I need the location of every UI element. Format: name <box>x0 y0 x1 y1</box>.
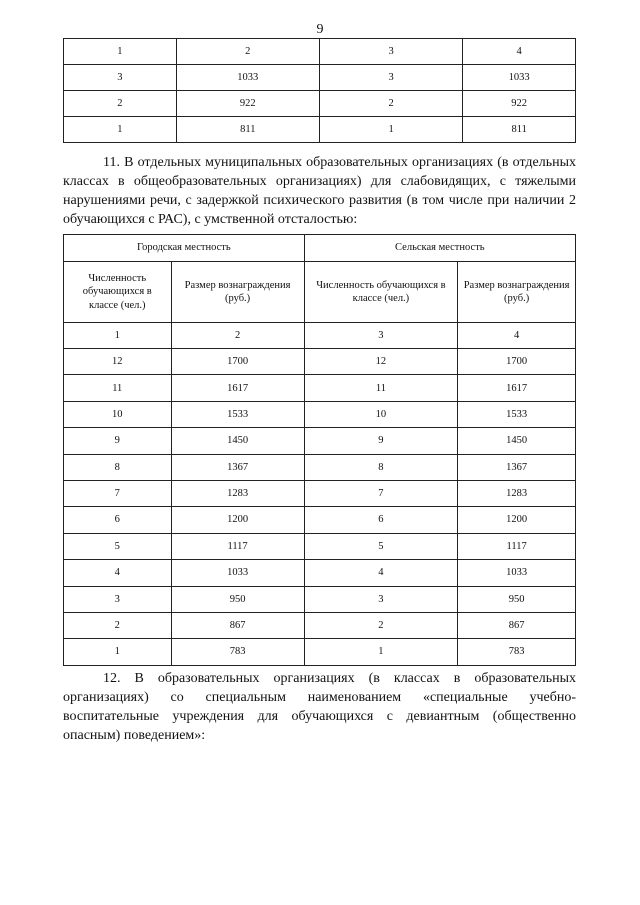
table-cell: 12 <box>304 349 458 375</box>
table-row <box>64 91 576 117</box>
table-cell: 3 <box>319 39 462 65</box>
table-cell: 4 <box>304 560 458 586</box>
table-cell: 3 <box>319 65 462 91</box>
main-table-body <box>64 349 576 666</box>
table-cell: 1367 <box>458 454 576 480</box>
table-cell: 1200 <box>458 507 576 533</box>
table-cell: 1033 <box>463 65 576 91</box>
paragraph-11-text: 11. В отдельных муниципальных образовательных организациях (в отдельных классах в общеобразовательных организациях) для слабовидящих, с тяжелыми нарушениями речи, с задержкой психического развития (в том числе при наличии 2 обучающихся с РАС), с умственной отсталостью: <box>63 155 576 227</box>
column-number: 2 <box>171 323 304 349</box>
table-cell: 1 <box>64 39 177 65</box>
page-number: 9 <box>316 22 324 37</box>
table-cell: 5 <box>64 533 172 559</box>
paragraph-12 <box>63 669 576 745</box>
table-cell: 2 <box>176 39 319 65</box>
table-cell: 12 <box>64 349 172 375</box>
table-cell: 1 <box>64 117 177 143</box>
table-cell: 811 <box>176 117 319 143</box>
table-cell: 867 <box>458 612 576 638</box>
header-rural-reward: Размер вознаграждения (руб.) <box>458 262 576 323</box>
top-reward-table <box>63 38 576 143</box>
table-cell: 1283 <box>171 480 304 506</box>
urban-zone-header: Городская местность <box>64 235 305 262</box>
table-cell: 2 <box>64 612 172 638</box>
table-cell: 950 <box>458 586 576 612</box>
table-row <box>64 39 576 65</box>
table-row <box>64 639 576 665</box>
table-cell: 10 <box>64 401 172 427</box>
table-row <box>64 65 576 91</box>
table-cell: 811 <box>463 117 576 143</box>
table-cell: 1 <box>64 639 172 665</box>
table-row <box>64 586 576 612</box>
table-cell: 7 <box>64 480 172 506</box>
table-cell: 9 <box>304 428 458 454</box>
table-cell: 3 <box>64 586 172 612</box>
table-cell: 1700 <box>171 349 304 375</box>
table-cell: 2 <box>64 91 177 117</box>
table-row <box>64 428 576 454</box>
table-cell: 1533 <box>458 401 576 427</box>
table-cell: 1617 <box>458 375 576 401</box>
table-cell: 6 <box>304 507 458 533</box>
header-urban-reward: Размер вознаграждения (руб.) <box>171 262 304 323</box>
column-number-row <box>64 323 576 349</box>
table-cell: 2 <box>319 91 462 117</box>
table-cell: 783 <box>171 639 304 665</box>
table-row <box>64 507 576 533</box>
column-header-row <box>64 262 576 323</box>
paragraph-11 <box>63 153 576 229</box>
table-cell: 1617 <box>171 375 304 401</box>
table-cell: 1033 <box>458 560 576 586</box>
column-number: 1 <box>64 323 172 349</box>
table-cell: 1367 <box>171 454 304 480</box>
header-urban-students: Численность обучающихся в классе (чел.) <box>64 262 172 323</box>
table-cell: 11 <box>304 375 458 401</box>
table-row <box>64 560 576 586</box>
table-cell: 1033 <box>176 65 319 91</box>
zone-header-row <box>64 235 576 262</box>
table-cell: 1200 <box>171 507 304 533</box>
table-cell: 3 <box>304 586 458 612</box>
paragraph-12-text: 12. В образовательных организациях (в классах в образовательных организациях) со специальным наименованием «специальные учебно-воспитательные учреждения для обучающихся с девиантным (общественно опасным) поведением»: <box>63 671 576 743</box>
rural-zone-header: Сельская местность <box>304 235 575 262</box>
table-cell: 950 <box>171 586 304 612</box>
table-cell: 5 <box>304 533 458 559</box>
table-cell: 8 <box>304 454 458 480</box>
table-cell: 1450 <box>458 428 576 454</box>
table-cell: 1 <box>304 639 458 665</box>
table-row <box>64 375 576 401</box>
header-rural-students: Численность обучающихся в классе (чел.) <box>304 262 458 323</box>
table-cell: 922 <box>463 91 576 117</box>
column-number: 3 <box>304 323 458 349</box>
table-row <box>64 349 576 375</box>
table-cell: 11 <box>64 375 172 401</box>
table-cell: 922 <box>176 91 319 117</box>
table-cell: 7 <box>304 480 458 506</box>
table-row <box>64 480 576 506</box>
top-table-body <box>64 39 576 143</box>
column-number: 4 <box>458 323 576 349</box>
table-cell: 1283 <box>458 480 576 506</box>
table-cell: 1533 <box>171 401 304 427</box>
table-cell: 6 <box>64 507 172 533</box>
table-cell: 8 <box>64 454 172 480</box>
table-row <box>64 612 576 638</box>
table-cell: 1033 <box>171 560 304 586</box>
reward-table-special-classes <box>63 234 576 666</box>
table-cell: 1450 <box>171 428 304 454</box>
table-row <box>64 117 576 143</box>
table-cell: 1 <box>319 117 462 143</box>
table-cell: 1117 <box>458 533 576 559</box>
table-cell: 783 <box>458 639 576 665</box>
table-cell: 867 <box>171 612 304 638</box>
table-cell: 4 <box>64 560 172 586</box>
table-row <box>64 533 576 559</box>
table-cell: 1117 <box>171 533 304 559</box>
table-row <box>64 454 576 480</box>
table-cell: 3 <box>64 65 177 91</box>
table-cell: 2 <box>304 612 458 638</box>
table-cell: 10 <box>304 401 458 427</box>
table-cell: 4 <box>463 39 576 65</box>
table-cell: 1700 <box>458 349 576 375</box>
table-cell: 9 <box>64 428 172 454</box>
table-row <box>64 401 576 427</box>
